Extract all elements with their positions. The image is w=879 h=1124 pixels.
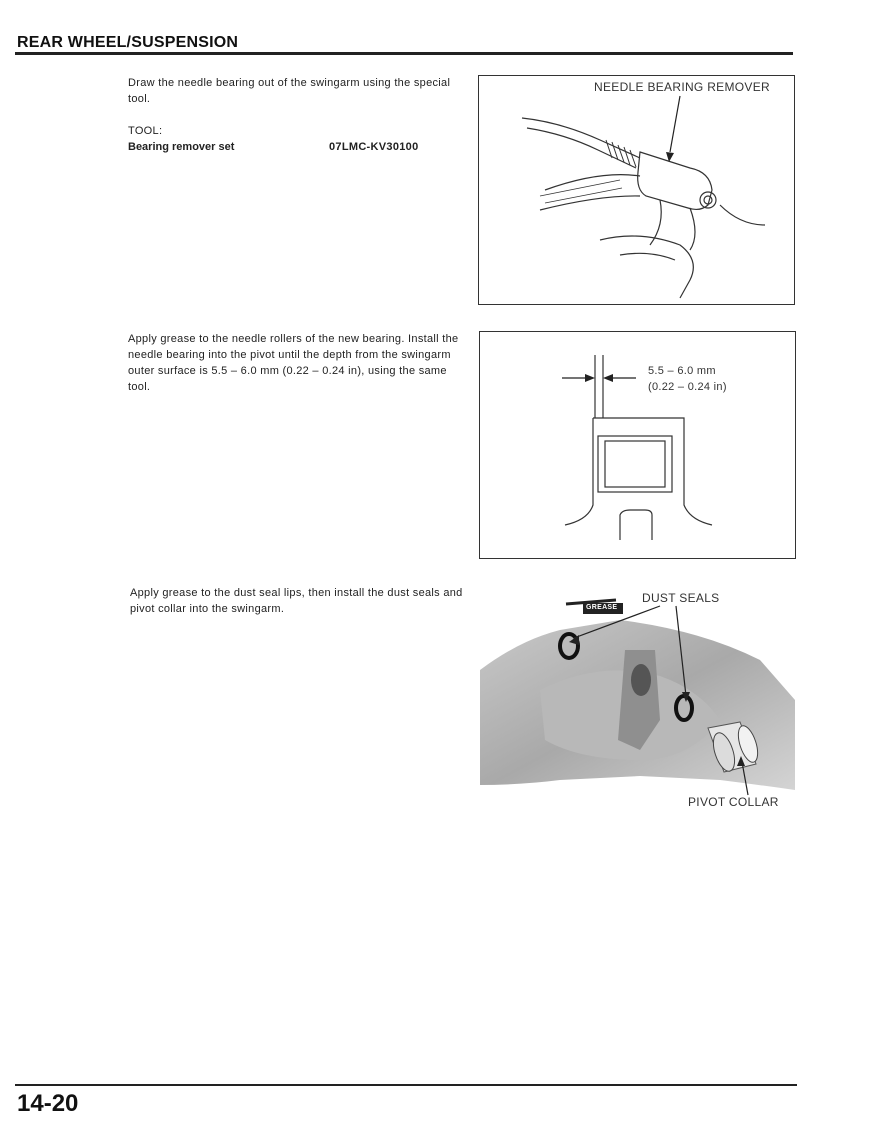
footer-rule: [15, 1084, 797, 1086]
dimension-inches: (0.22 – 0.24 in): [648, 381, 727, 393]
tool-name: Bearing remover set: [128, 141, 235, 153]
step-3-instruction: Apply grease to the dust seal lips, then install the dust seals and pivot collar into the swingarm.: [130, 587, 463, 615]
grease-tag: GREASE: [586, 604, 618, 611]
step-2-instruction: Apply grease to the needle rollers of the new bearing. Install the needle bearing into the pivot until the depth from the swingarm outer surface is 5.5 – 6.0 mm (0.22 – 0.24 in), using the same tool.: [128, 333, 459, 393]
label-pivot-collar: PIVOT COLLAR: [688, 795, 779, 809]
tool-label: TOOL:: [128, 125, 163, 137]
figure-label-needle-bearing-remover: NEEDLE BEARING REMOVER: [594, 80, 770, 94]
tool-part-number: 07LMC-KV30100: [329, 141, 419, 153]
dimension-mm: 5.5 – 6.0 mm: [648, 365, 716, 377]
step-1-instruction: Draw the needle bearing out of the swingarm using the special tool.: [128, 77, 451, 105]
page-number: 14-20: [17, 1090, 79, 1117]
label-dust-seals: DUST SEALS: [642, 591, 720, 605]
section-title: REAR WHEEL/SUSPENSION: [17, 34, 239, 51]
